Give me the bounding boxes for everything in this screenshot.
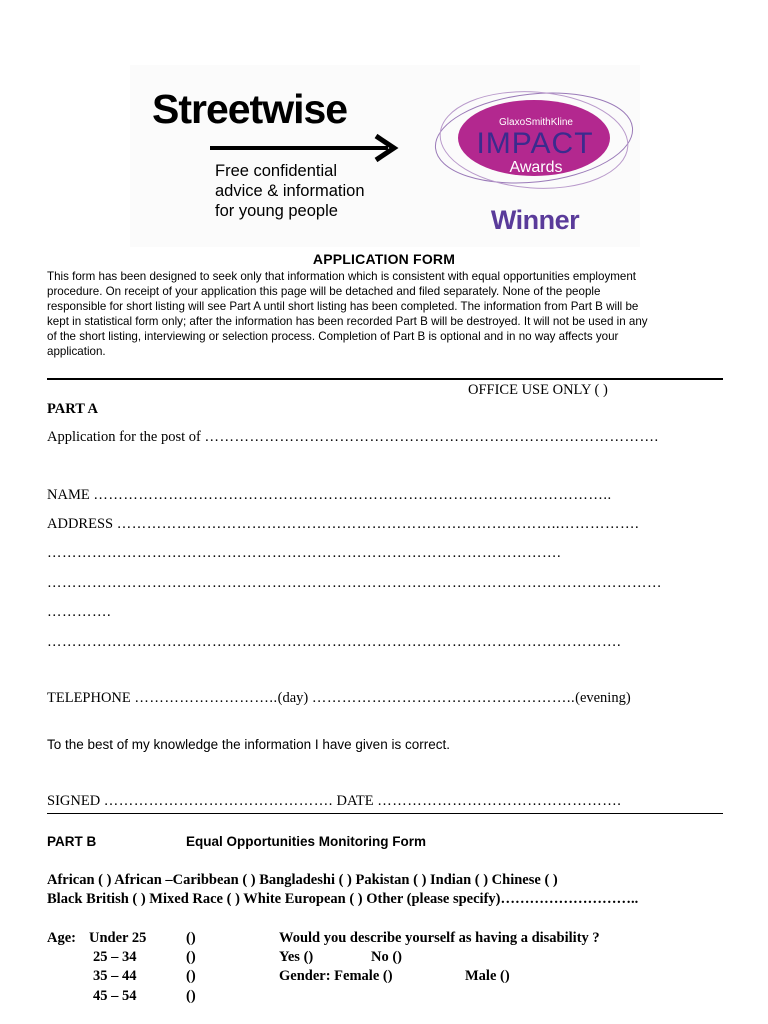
address-input-dots[interactable]: ……………………………………………………………………………..…………….: [116, 516, 640, 532]
address-line-3[interactable]: ……………………………………………………………………………………………………………: [47, 575, 662, 591]
streetwise-logo: Streetwise: [152, 86, 348, 132]
winner-label: Winner: [490, 205, 580, 235]
ethnicity-options[interactable]: African ( ) African –Caribbean ( ) Bangladeshi ( ) Pakistan ( ) Indian ( ) Chinese ( ): [47, 872, 558, 888]
form-title: APPLICATION FORM: [312, 251, 456, 267]
intro-line: application.: [47, 345, 106, 358]
telephone-evening-label: (evening): [575, 690, 631, 706]
address-field[interactable]: [47, 516, 639, 533]
streetwise-tagline: [215, 161, 415, 221]
name-label: NAME: [47, 487, 90, 503]
part-b-heading: PART B: [47, 834, 97, 849]
disability-no-option[interactable]: No (): [371, 949, 403, 965]
name-input-dots[interactable]: …………………………………………………………………………………………..: [93, 487, 612, 503]
date-input-dots[interactable]: ………………………………………….: [377, 793, 622, 809]
telephone-evening-dots[interactable]: ……………………………………………..: [311, 690, 576, 706]
post-label: Application for the post of: [47, 429, 201, 445]
section-divider: [47, 378, 723, 380]
ethnicity-options[interactable]: Black British ( ) Mixed Race ( ) White European ( ) Other (please specify)………………………..: [47, 891, 639, 907]
date-label: DATE: [336, 793, 374, 809]
intro-line: responsible for short listing will see Part A until short listing has been completed. The information from Part B will be: [47, 300, 639, 313]
age-label: Age:: [47, 930, 76, 946]
address-label: ADDRESS: [47, 516, 114, 532]
gender-female-option[interactable]: Gender: Female (): [279, 968, 393, 984]
address-line-4[interactable]: ………….: [47, 604, 112, 620]
intro-line: of the short listing, interviewing or selection process. Completion of Part B is optional and in no way affects your: [47, 330, 619, 343]
declaration-text: To the best of my knowledge the information I have given is correct.: [47, 737, 450, 752]
disability-question: Would you describe yourself as having a disability ?: [279, 930, 600, 946]
telephone-day-label: (day): [277, 690, 309, 706]
part-a-heading: PART A: [47, 401, 98, 417]
age-range-checkbox[interactable]: (): [186, 988, 196, 1004]
age-range-label: Under 25: [89, 930, 147, 946]
age-range-checkbox[interactable]: (): [186, 930, 196, 946]
age-range-label: 45 – 54: [93, 988, 137, 1004]
telephone-label: TELEPHONE: [47, 690, 131, 706]
signed-input-dots[interactable]: ……………………………………….: [103, 793, 333, 809]
impact-subtitle: Awards: [509, 159, 563, 176]
tagline-line: advice & information: [215, 182, 365, 200]
disability-yes-option[interactable]: Yes (): [279, 949, 314, 965]
office-use-only: OFFICE USE ONLY ( ): [468, 382, 608, 398]
tagline-line: for young people: [215, 202, 338, 220]
intro-paragraph: [47, 269, 727, 359]
intro-line: procedure. On receipt of your application this page will be detached and filed separately. None of the people: [47, 285, 601, 298]
gender-male-option[interactable]: Male (): [465, 968, 510, 984]
age-range-checkbox[interactable]: (): [186, 949, 196, 965]
signature-field[interactable]: [47, 793, 621, 810]
age-range-label: 25 – 34: [93, 949, 137, 965]
age-range-checkbox[interactable]: (): [186, 968, 196, 984]
post-input-dots[interactable]: ……………………………………………………………………………….: [204, 429, 659, 445]
intro-line: kept in statistical form only; after the information has been recorded Part B will be destroyed. It will not be used in any: [47, 315, 648, 328]
section-divider: [47, 813, 723, 814]
address-line-5[interactable]: …………………………………………………………………………………………………….: [47, 634, 622, 650]
part-b-title: Equal Opportunities Monitoring Form: [186, 834, 426, 849]
address-line-2[interactable]: ………………………………………………………………………………………….: [47, 545, 562, 561]
intro-line: This form has been designed to seek only that information which is consistent with equal opportunities employment: [47, 270, 637, 283]
post-field[interactable]: [47, 429, 659, 446]
impact-sponsor: GlaxoSmithKline: [499, 117, 573, 128]
name-field[interactable]: [47, 487, 612, 504]
tagline-line: Free confidential: [215, 162, 337, 180]
age-range-label: 35 – 44: [93, 968, 137, 984]
telephone-day-dots[interactable]: ………………………..: [134, 690, 278, 706]
impact-title: IMPACT: [476, 127, 594, 160]
telephone-field[interactable]: [47, 690, 631, 707]
signed-label: SIGNED: [47, 793, 101, 809]
